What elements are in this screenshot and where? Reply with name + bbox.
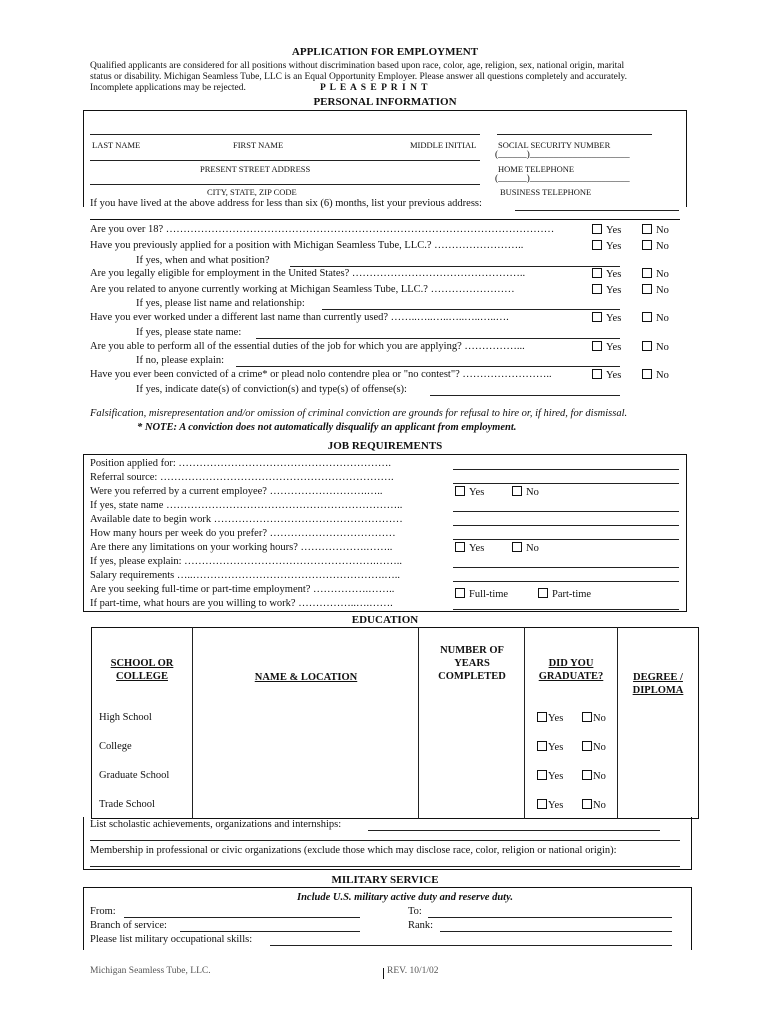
achievements-line-2[interactable] [90,840,680,841]
page-title: APPLICATION FOR EMPLOYMENT [291,46,479,58]
falsification-text: Falsification, misrepresentation and/or omission of criminal conviction are grounds for refusal to hire or, if hired, for dismissal. [90,408,628,419]
branch-label: Branch of service: [90,920,167,931]
intro-line-3: Incomplete applications may be rejected. [90,83,246,93]
edu-col-divider [418,627,419,819]
yes-label: Yes [606,313,622,324]
first-name-label: FIRST NAME [233,140,284,150]
no-label: No [593,742,606,753]
col-degree-header: DEGREE / DIPLOMA [632,672,684,696]
job-answer-line[interactable] [453,511,679,512]
question-label: Are you over 18? ………………………………………………………………………………………………… [90,224,555,235]
military-section-title: MILITARY SERVICE [331,874,439,886]
checkbox-icon [538,588,548,598]
question-label: Have you ever worked under a different last name than currently used? ……..…..…..…..…..…..…. [90,312,509,323]
business-phone-label: BUSINESS TELEPHONE [500,187,592,197]
yes-checkbox[interactable] [592,224,621,236]
job-yes-checkbox[interactable] [455,542,484,554]
job-row-label: Referral source: …………………………………………………………. [90,472,394,483]
education-row-label: Graduate School [99,770,170,781]
job-section-title: JOB REQUIREMENTS [327,440,443,452]
answer-line[interactable] [430,395,620,396]
footer-rev: REV. 10/1/02 [387,966,439,976]
edu-col-divider [524,627,525,819]
graduate-no-checkbox[interactable] [582,770,606,782]
checkbox-icon [512,542,522,552]
no-label: No [593,713,606,724]
edu-col-divider [617,627,618,819]
from-label: From: [90,906,116,917]
no-checkbox[interactable] [642,284,669,296]
prev-address-label: If you have lived at the above address for less than six (6) months, list your previous address: [90,198,482,209]
edu-col-divider [192,627,193,819]
yes-checkbox[interactable] [592,341,621,353]
city-label: CITY, STATE, ZIP CODE [207,187,297,197]
job-answer-line[interactable] [453,483,679,484]
job-no-checkbox[interactable] [512,486,539,498]
job-row-label: If yes, please explain: ……………………………………………….…….. [90,556,403,567]
intro-line-2: status or disability. Michigan Seamless Tube, LLC is an Equal Opportunity Employer. Please answer all questions completely and accurately. [90,72,628,82]
followup-question-label: If yes, when and what position? [136,255,270,266]
no-label: No [593,800,606,811]
full-time-label: Full-time [469,589,509,600]
job-row-label: Salary requirements …..……………………………………………….….. [90,570,401,581]
checkbox-icon [592,284,602,294]
question-label: Have you ever been convicted of a crime* or plead nolo contendre plea or "no contest"? …………………….. [90,369,552,380]
from-line[interactable] [124,917,360,918]
footer-divider [383,968,384,979]
checkbox-icon [592,240,602,250]
question-label: Have you previously applied for a position with Michigan Seamless Tube, LLC.? …………………….. [90,240,524,251]
job-answer-line[interactable] [453,539,679,540]
graduate-no-checkbox[interactable] [582,741,606,753]
graduate-no-checkbox[interactable] [582,799,606,811]
graduate-yes-checkbox[interactable] [537,770,563,782]
no-checkbox[interactable] [642,369,669,381]
no-label: No [656,285,669,296]
checkbox-icon [455,542,465,552]
col-graduate-header: DID YOU GRADUATE? [538,658,604,682]
question-label: Are you able to perform all of the essential duties of the job for which you are applying? ……………... [90,341,525,352]
checkbox-icon [512,486,522,496]
checkbox-icon [582,799,592,809]
no-label: No [593,771,606,782]
yes-checkbox[interactable] [592,240,621,252]
yes-label: Yes [469,543,485,554]
rank-line[interactable] [440,931,672,932]
branch-line[interactable] [180,931,360,932]
no-label: No [656,370,669,381]
yes-label: Yes [606,241,622,252]
yes-label: Yes [548,742,564,753]
yes-label: Yes [548,713,564,724]
yes-label: Yes [606,342,622,353]
graduate-no-checkbox[interactable] [582,712,606,724]
yes-label: Yes [606,269,622,280]
no-checkbox[interactable] [642,268,669,280]
education-row-label: Trade School [99,799,155,810]
yes-label: Yes [606,225,622,236]
no-label: No [656,225,669,236]
education-section-title: EDUCATION [351,614,419,626]
yes-checkbox[interactable] [592,268,621,280]
checkbox-icon [455,588,465,598]
job-row-label: If part-time, what hours are you willing to work? ……………..….……. [90,598,393,609]
membership-line[interactable] [90,866,680,867]
checkbox-icon [537,712,547,722]
job-row-label: Were you referred by a current employee? ……………………….….. [90,486,383,497]
answer-line[interactable] [236,366,620,367]
job-row-label: Are you seeking full-time or part-time employment? …………….…….. [90,584,395,595]
no-checkbox[interactable] [642,341,669,353]
home-phone-label: HOME TELEPHONE [498,164,575,174]
no-label: No [526,543,539,554]
checkbox-icon [642,369,652,379]
achievements-line[interactable] [368,830,660,831]
checkbox-icon [455,486,465,496]
checkbox-icon [642,312,652,322]
job-yes-checkbox[interactable] [455,486,484,498]
military-subtitle: Include U.S. military active duty and reserve duty. [296,892,513,903]
no-checkbox[interactable] [642,224,669,236]
conviction-note: * NOTE: A conviction does not automatically disqualify an applicant from employment. [137,422,517,433]
ssn-line[interactable] [497,134,652,135]
checkbox-icon [592,369,602,379]
checkbox-icon [592,224,602,234]
part-time-label: Part-time [552,589,592,600]
checkbox-icon [592,341,602,351]
city-line[interactable] [90,184,480,185]
checkbox-icon [642,268,652,278]
job-row-label: Position applied for: ……………………………………………………. [90,458,391,469]
checkbox-icon [592,268,602,278]
job-answer-line[interactable] [453,609,679,610]
yes-label: Yes [548,771,564,782]
job-row-label: If yes, state name ………………………………………………………….. [90,500,403,511]
yes-checkbox[interactable] [592,312,621,324]
checkbox-icon [642,240,652,250]
question-label: Are you related to anyone currently working at Michigan Seamless Tube, LLC.? …………………… [90,284,515,295]
please-print: P L E A S E P R I N T [320,83,429,93]
job-answer-line[interactable] [453,469,679,470]
street-line[interactable] [90,160,480,161]
checkbox-icon [642,224,652,234]
job-row-label: How many hours per week do you prefer? ……………………………… [90,528,396,539]
checkbox-icon [582,770,592,780]
no-checkbox[interactable] [642,312,669,324]
graduate-yes-checkbox[interactable] [537,799,563,811]
yes-label: Yes [606,370,622,381]
no-checkbox[interactable] [642,240,669,252]
checkbox-icon [537,770,547,780]
checkbox-icon [592,312,602,322]
ssn-label: SOCIAL SECURITY NUMBER [498,140,611,150]
answer-line[interactable] [290,266,620,267]
part-time-checkbox[interactable] [538,588,591,600]
street-label: PRESENT STREET ADDRESS [200,164,311,174]
education-table [91,627,699,819]
prev-address-line[interactable] [515,210,679,211]
yes-checkbox[interactable] [592,369,621,381]
yes-label: Yes [548,800,564,811]
job-no-checkbox[interactable] [512,542,539,554]
skills-line[interactable] [270,945,672,946]
footer-company: Michigan Seamless Tube, LLC. [90,966,211,976]
checkbox-icon [642,284,652,294]
followup-question-label: If yes, please state name: [136,327,242,338]
col-school-header: SCHOOL OR COLLEGE [110,658,174,682]
followup-question-label: If no, please explain: [136,355,225,366]
job-row-label: Available date to begin work ……………………………………………… [90,514,403,525]
middle-initial-label: MIDDLE INITIAL [410,140,477,150]
checkbox-icon [537,741,547,751]
col-years-header: NUMBER OF YEARS COMPLETED [438,645,506,682]
rank-label: Rank: [408,920,434,931]
personal-section-title: PERSONAL INFORMATION [313,96,457,108]
name-line[interactable] [90,134,480,135]
graduate-yes-checkbox[interactable] [537,712,563,724]
answer-line[interactable] [322,309,620,310]
yes-label: Yes [606,285,622,296]
no-label: No [656,269,669,280]
col-name-header: NAME & LOCATION [254,672,358,683]
skills-label: Please list military occupational skills: [90,934,253,945]
job-row-label: Are there any limitations on your working hours? ……………….…….. [90,542,393,553]
job-answer-line[interactable] [453,525,679,526]
business-phone-field[interactable]: (______)_____________________ [495,174,630,184]
checkbox-icon [582,741,592,751]
job-answer-line[interactable] [453,581,679,582]
yes-checkbox[interactable] [592,284,621,296]
to-line[interactable] [428,917,672,918]
job-answer-line[interactable] [453,567,679,568]
education-row-label: College [99,741,132,752]
intro-line-1: Qualified applicants are considered for all positions without discrimination based upon race, color, age, religion, sex, national origin, marital [90,61,625,71]
graduate-yes-checkbox[interactable] [537,741,563,753]
membership-label: Membership in professional or civic organizations (exclude those which may disclose race, color, religion or national origin): [90,845,617,856]
followup-question-label: If yes, indicate date(s) of conviction(s) and type(s) of offense(s): [136,384,407,395]
home-phone-field[interactable]: (______)_____________________ [495,150,630,160]
full-time-checkbox[interactable] [455,588,508,600]
checkbox-icon [582,712,592,722]
no-label: No [656,342,669,353]
checkbox-icon [537,799,547,809]
question-label: Are you legally eligible for employment in the United States? ………………………………………….. [90,268,526,279]
answer-line[interactable] [256,338,620,339]
to-label: To: [408,906,422,917]
prev-address-line-2[interactable] [90,219,680,220]
checkbox-icon [642,341,652,351]
yes-label: Yes [469,487,485,498]
last-name-label: LAST NAME [92,140,141,150]
education-row-label: High School [99,712,152,723]
followup-question-label: If yes, please list name and relationship: [136,298,305,309]
achievements-label: List scholastic achievements, organizations and internships: [90,819,342,830]
no-label: No [656,313,669,324]
no-label: No [526,487,539,498]
no-label: No [656,241,669,252]
